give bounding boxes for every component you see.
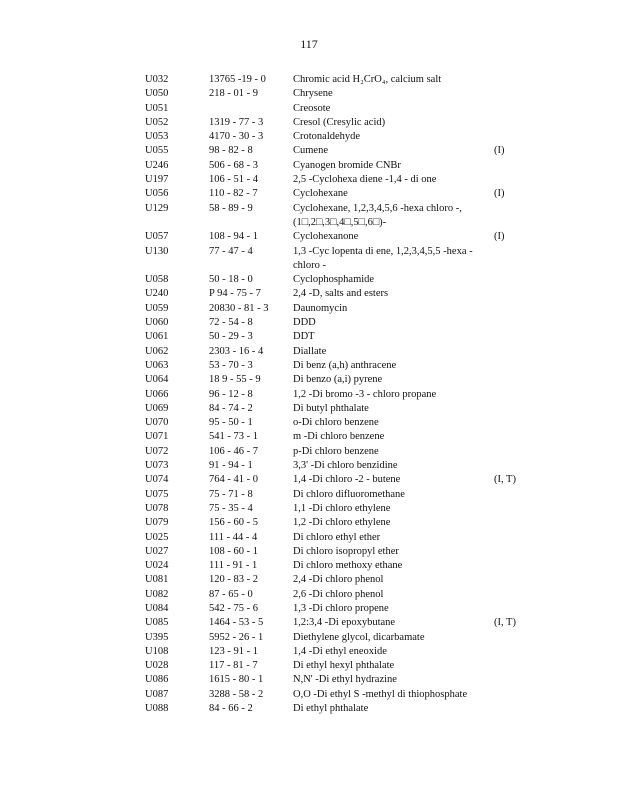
substance-name: 1,4 -Di chloro -2 - butene xyxy=(293,474,401,486)
cas-number: 87 - 65 - 0 xyxy=(209,588,253,600)
hazard-code: (I, T) xyxy=(494,474,516,486)
substance-name: Cyclohexanone xyxy=(293,231,359,243)
substance-name: Cyanogen bromide CNBr xyxy=(293,159,401,171)
waste-code: U061 xyxy=(145,331,169,343)
cas-number: 96 - 12 - 8 xyxy=(209,388,253,400)
table-row xyxy=(0,545,618,559)
cas-number: 542 - 75 - 6 xyxy=(209,602,258,614)
waste-code: U058 xyxy=(145,274,169,286)
waste-code: U027 xyxy=(145,545,169,557)
table-row xyxy=(0,616,618,630)
cas-number: 95 - 50 - 1 xyxy=(209,417,253,429)
substance-name: 1,3 -Cyc lopenta di ene, 1,2,3,4,5,5 -hexa - chloro - xyxy=(293,245,473,271)
table-row xyxy=(0,302,618,316)
table-row xyxy=(0,502,618,516)
substance-name: 1,2:3,4 -Di epoxybutane xyxy=(293,617,396,629)
waste-code: U059 xyxy=(145,302,169,314)
cas-number: 53 - 70 - 3 xyxy=(209,359,253,371)
table-row xyxy=(0,230,618,244)
table-row xyxy=(0,144,618,158)
waste-code: U024 xyxy=(145,560,169,572)
substance-name: Creosote xyxy=(293,102,331,114)
waste-code: U066 xyxy=(145,388,169,400)
waste-code: U028 xyxy=(145,660,169,672)
table-row xyxy=(0,130,618,144)
waste-code: U197 xyxy=(145,174,169,186)
table-row xyxy=(0,673,618,687)
table-row xyxy=(0,102,618,116)
table-row xyxy=(0,588,618,602)
table-row xyxy=(0,345,618,359)
cas-number: 4170 - 30 - 3 xyxy=(209,131,264,143)
table-row xyxy=(0,273,618,287)
table-row xyxy=(0,116,618,130)
cas-number: 106 - 46 - 7 xyxy=(209,445,258,457)
waste-code: U055 xyxy=(145,145,169,157)
substance-name: Cumene xyxy=(293,145,328,157)
waste-code: U032 xyxy=(145,74,169,85)
waste-code: U051 xyxy=(145,102,169,114)
waste-code: U240 xyxy=(145,288,169,300)
table-row xyxy=(0,287,618,301)
table-row xyxy=(0,373,618,387)
cas-number: 123 - 91 - 1 xyxy=(209,645,258,657)
substance-name: Cyclohexane, 1,2,3,4,5,6 -hexa chloro -, (1□,2□,3□,4□,5□,6□)- xyxy=(293,202,462,228)
substance-name: Di chloro ethyl ether xyxy=(293,531,381,543)
substance-name: Cyclohexane xyxy=(293,188,348,200)
substance-name: Daunomycin xyxy=(293,302,348,314)
table-row xyxy=(0,516,618,530)
hazard-code: (I) xyxy=(494,231,505,243)
substance-name: 1,2 -Di bromo -3 - chloro propane xyxy=(293,388,437,400)
page-number: 117 xyxy=(300,37,318,51)
waste-code: U053 xyxy=(145,131,169,143)
hazard-code: (I) xyxy=(494,145,505,157)
waste-code: U085 xyxy=(145,617,169,629)
cas-number: 18 9 - 55 - 9 xyxy=(209,374,261,386)
substance-name: Diethylene glycol, dicarbamate xyxy=(293,631,425,643)
hazardous-waste-table xyxy=(0,73,618,716)
table-row xyxy=(0,602,618,616)
table-row xyxy=(0,159,618,173)
substance-name: 2,5 -Cyclohexa diene -1,4 - di one xyxy=(293,174,437,186)
cas-number: 72 - 54 - 8 xyxy=(209,317,253,329)
substance-name: Di benzo (a,i) pyrene xyxy=(293,374,383,386)
cas-number: 20830 - 81 - 3 xyxy=(209,302,269,314)
table-row xyxy=(0,531,618,545)
table-row xyxy=(0,488,618,502)
substance-name: Cyclophosphamide xyxy=(293,274,375,286)
waste-code: U246 xyxy=(145,159,169,171)
cas-number: 75 - 71 - 8 xyxy=(209,488,253,500)
waste-code: U130 xyxy=(145,245,169,257)
waste-code: U056 xyxy=(145,188,169,200)
substance-name: p-Di chloro benzene xyxy=(293,445,379,457)
waste-code: U078 xyxy=(145,502,169,514)
substance-name: DDD xyxy=(293,317,316,329)
substance-name: Di butyl phthalate xyxy=(293,402,369,414)
cas-number: 110 - 82 - 7 xyxy=(209,188,258,200)
cas-number: 98 - 82 - 8 xyxy=(209,145,253,157)
cas-number: 1319 - 77 - 3 xyxy=(209,116,264,128)
substance-name: m -Di chloro benzene xyxy=(293,431,385,443)
waste-code: U064 xyxy=(145,374,169,386)
table-row xyxy=(0,573,618,587)
table-row xyxy=(0,330,618,344)
waste-code: U073 xyxy=(145,460,169,472)
substance-name: Di chloro difluoromethane xyxy=(293,488,405,500)
table-row xyxy=(0,87,618,101)
hazard-code: (I) xyxy=(494,188,505,200)
waste-code: U129 xyxy=(145,202,169,214)
waste-code: U063 xyxy=(145,359,169,371)
cas-number: 84 - 66 - 2 xyxy=(209,703,253,715)
cas-number: 111 - 91 - 1 xyxy=(209,560,258,572)
table-row xyxy=(0,631,618,645)
waste-code: U084 xyxy=(145,602,169,614)
substance-name: Cresol (Cresylic acid) xyxy=(293,116,386,128)
cas-number: 2303 - 16 - 4 xyxy=(209,345,264,357)
table-row xyxy=(0,359,618,373)
cas-number: 84 - 74 - 2 xyxy=(209,402,253,414)
cas-number: 50 - 29 - 3 xyxy=(209,331,253,343)
waste-code: U075 xyxy=(145,488,169,500)
table-row xyxy=(0,430,618,444)
table-row xyxy=(0,445,618,459)
cas-number: 117 - 81 - 7 xyxy=(209,660,258,672)
waste-code: U071 xyxy=(145,431,169,443)
substance-name: Diallate xyxy=(293,345,327,357)
waste-code: U069 xyxy=(145,402,169,414)
table-row xyxy=(0,187,618,201)
cas-number: 541 - 73 - 1 xyxy=(209,431,258,443)
waste-code: U062 xyxy=(145,345,169,357)
cas-number: 111 - 44 - 4 xyxy=(209,531,258,543)
hazard-code: (I, T) xyxy=(494,617,516,629)
waste-code: U395 xyxy=(145,631,169,643)
table-row xyxy=(0,459,618,473)
substance-name: 1,1 -Di chloro ethylene xyxy=(293,502,391,514)
cas-number: 50 - 18 - 0 xyxy=(209,274,253,286)
waste-code: U087 xyxy=(145,688,169,700)
waste-code: U050 xyxy=(145,88,169,100)
waste-code: U081 xyxy=(145,574,169,586)
cas-number: 108 - 94 - 1 xyxy=(209,231,258,243)
substance-name: O,O -Di ethyl S -methyl di thiophosphate xyxy=(293,688,468,700)
substance-name: Chromic acid H₂CrO₄, calcium salt xyxy=(293,74,442,85)
substance-name: 2,6 -Di chloro phenol xyxy=(293,588,384,600)
cas-number: 1464 - 53 - 5 xyxy=(209,617,264,629)
cas-number: 91 - 94 - 1 xyxy=(209,460,253,472)
waste-code: U079 xyxy=(145,517,169,529)
waste-code: U060 xyxy=(145,317,169,329)
substance-name: Di chloro isopropyl ether xyxy=(293,545,399,557)
substance-name: Di chloro methoxy ethane xyxy=(293,560,403,572)
cas-number: 108 - 60 - 1 xyxy=(209,545,258,557)
substance-name: 1,2 -Di chloro ethylene xyxy=(293,517,391,529)
waste-code: U108 xyxy=(145,645,169,657)
substance-name: Chrysene xyxy=(293,88,333,100)
substance-name: DDT xyxy=(293,331,315,343)
table-row xyxy=(0,473,618,487)
substance-name: 1,4 -Di ethyl eneoxide xyxy=(293,645,387,657)
table-row xyxy=(0,388,618,402)
cas-number: P 94 - 75 - 7 xyxy=(209,288,261,300)
cas-number: 58 - 89 - 9 xyxy=(209,202,253,214)
cas-number: 156 - 60 - 5 xyxy=(209,517,258,529)
cas-number: 77 - 47 - 4 xyxy=(209,245,253,257)
waste-code: U070 xyxy=(145,417,169,429)
waste-code: U088 xyxy=(145,703,169,715)
table-row xyxy=(0,645,618,659)
cas-number: 5952 - 26 - 1 xyxy=(209,631,264,643)
cas-number: 764 - 41 - 0 xyxy=(209,474,258,486)
substance-name: N,N' -Di ethyl hydrazine xyxy=(293,674,397,686)
table-row xyxy=(0,402,618,416)
cas-number: 506 - 68 - 3 xyxy=(209,159,258,171)
substance-name: 2,4 -D, salts and esters xyxy=(293,288,389,300)
substance-name: 3,3' -Di chloro benzidine xyxy=(293,460,398,472)
substance-name: Crotonaldehyde xyxy=(293,131,361,143)
waste-code: U025 xyxy=(145,531,169,543)
table-row xyxy=(0,702,618,716)
cas-number: 218 - 01 - 9 xyxy=(209,88,258,100)
substance-name: 2,4 -Di chloro phenol xyxy=(293,574,384,586)
substance-name: o-Di chloro benzene xyxy=(293,417,379,429)
waste-code: U057 xyxy=(145,231,169,243)
waste-code: U074 xyxy=(145,474,169,486)
substance-name: Di benz (a,h) anthracene xyxy=(293,359,397,371)
cas-number: 3288 - 58 - 2 xyxy=(209,688,264,700)
table-row xyxy=(0,416,618,430)
waste-code: U086 xyxy=(145,674,169,686)
substance-name: Di ethyl phthalate xyxy=(293,703,369,715)
waste-code: U072 xyxy=(145,445,169,457)
table-row xyxy=(0,316,618,330)
table-row xyxy=(0,202,618,231)
table-row xyxy=(0,245,618,274)
table-row xyxy=(0,659,618,673)
waste-code: U082 xyxy=(145,588,169,600)
cas-number: 120 - 83 - 2 xyxy=(209,574,258,586)
cas-number: 13765 -19 - 0 xyxy=(209,74,266,85)
cas-number: 1615 - 80 - 1 xyxy=(209,674,264,686)
substance-name: 1,3 -Di chloro propene xyxy=(293,602,389,614)
waste-code: U052 xyxy=(145,116,169,128)
substance-name: Di ethyl hexyl phthalate xyxy=(293,660,395,672)
cas-number: 75 - 35 - 4 xyxy=(209,502,253,514)
table-row xyxy=(0,173,618,187)
cas-number: 106 - 51 - 4 xyxy=(209,174,258,186)
table-row xyxy=(0,688,618,702)
table-row xyxy=(0,73,618,87)
table-row xyxy=(0,559,618,573)
